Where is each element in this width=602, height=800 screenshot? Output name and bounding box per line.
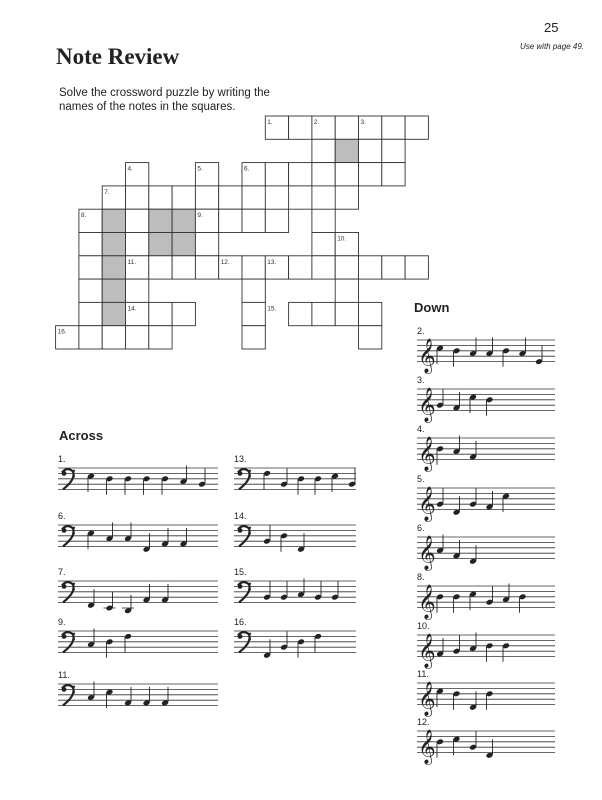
bass-clef-dot	[73, 686, 75, 688]
clue-12	[417, 717, 555, 766]
bass-clef-dot	[73, 638, 75, 640]
clue-15	[234, 567, 356, 603]
clue-6	[58, 511, 218, 553]
bass-clef-dot	[249, 588, 251, 590]
treble-clef-icon: 𝄞	[418, 585, 436, 619]
clue-1	[58, 454, 218, 495]
clue-number: 16.	[57, 328, 67, 336]
clue-number: 14.	[127, 305, 137, 313]
bass-clef-dot	[73, 633, 75, 635]
clue-number: 3.	[360, 119, 366, 126]
clue-label: 4.	[417, 424, 425, 434]
clue-number: 5.	[197, 165, 203, 173]
clue-label: 6.	[58, 511, 66, 521]
treble-clef-icon: 𝄞	[418, 730, 436, 764]
treble-clef-icon: 𝄞	[418, 536, 436, 570]
clue-8	[417, 572, 555, 621]
clue-9	[58, 617, 218, 658]
bass-clef-dot	[249, 532, 251, 534]
treble-clef-icon: 𝄞	[418, 388, 436, 422]
clue-4	[417, 424, 555, 473]
bass-clef-dot	[73, 527, 75, 529]
clue-5	[417, 474, 555, 523]
clue-number: 10.	[337, 235, 347, 243]
clue-14	[234, 511, 356, 553]
clue-2	[417, 326, 555, 375]
clue-label: 15.	[234, 567, 247, 577]
bass-clef-dot	[73, 475, 75, 477]
treble-clef-icon: 𝄞	[418, 339, 436, 373]
clue-label: 7.	[58, 567, 66, 577]
clue-11	[417, 669, 555, 718]
bass-clef-dot	[249, 470, 251, 472]
clue-label: 6.	[417, 523, 425, 533]
clue-label: 14.	[234, 511, 247, 521]
clue-number: 15.	[267, 305, 277, 313]
bass-clef-dot	[249, 583, 251, 585]
clue-number: 1.	[267, 119, 273, 126]
bass-clef-dot	[249, 475, 251, 477]
clue-11	[58, 670, 218, 708]
clue-label: 2.	[417, 326, 425, 336]
clue-13	[234, 454, 356, 495]
clue-label: 1.	[58, 454, 66, 464]
clue-label: 10.	[417, 621, 430, 631]
treble-clef-icon: 𝄞	[418, 682, 436, 716]
treble-clef-icon: 𝄞	[418, 437, 436, 471]
instructions: Solve the crossword puzzle by writing the names of the notes in the squares.	[59, 87, 270, 113]
clue-label: 12.	[417, 717, 430, 727]
bass-clef-dot	[73, 470, 75, 472]
clue-16	[234, 617, 356, 659]
clue-label: 11.	[417, 669, 429, 679]
bass-clef-dot	[73, 691, 75, 693]
clue-number: 12.	[220, 258, 230, 266]
clue-number: 8.	[80, 212, 87, 220]
clue-7	[58, 567, 218, 614]
across-heading: Across	[59, 428, 104, 443]
bass-clef-dot	[249, 638, 251, 640]
clue-label: 13.	[234, 454, 247, 464]
treble-clef-icon: 𝄞	[418, 487, 436, 521]
bass-clef-dot	[73, 583, 75, 585]
page-title: Note Review	[56, 44, 180, 69]
bass-clef-dot	[249, 633, 251, 635]
clue-number: 11.	[127, 258, 137, 266]
down-heading: Down	[414, 300, 450, 315]
use-with-note: Use with page 49.	[519, 42, 584, 51]
clue-label: 11.	[58, 670, 70, 680]
clue-10	[417, 621, 555, 670]
clue-label: 9.	[58, 617, 66, 627]
page-number: 25	[544, 20, 559, 35]
clue-label: 8.	[417, 572, 425, 582]
clue-number: 2.	[313, 119, 320, 126]
clue-label: 3.	[417, 375, 425, 385]
clue-number: 6.	[244, 165, 250, 173]
clue-label: 5.	[417, 474, 425, 484]
clue-number: 13.	[267, 258, 277, 266]
clue-number: 7.	[104, 188, 110, 196]
clue-label: 16.	[234, 617, 247, 627]
clue-number: 9.	[197, 212, 203, 220]
clue-6	[417, 523, 555, 572]
bass-clef-dot	[73, 532, 75, 534]
bass-clef-dot	[249, 527, 251, 529]
clue-number: 4.	[127, 165, 133, 173]
clue-3	[417, 375, 555, 424]
bass-clef-dot	[73, 588, 75, 590]
treble-clef-icon: 𝄞	[418, 634, 436, 668]
